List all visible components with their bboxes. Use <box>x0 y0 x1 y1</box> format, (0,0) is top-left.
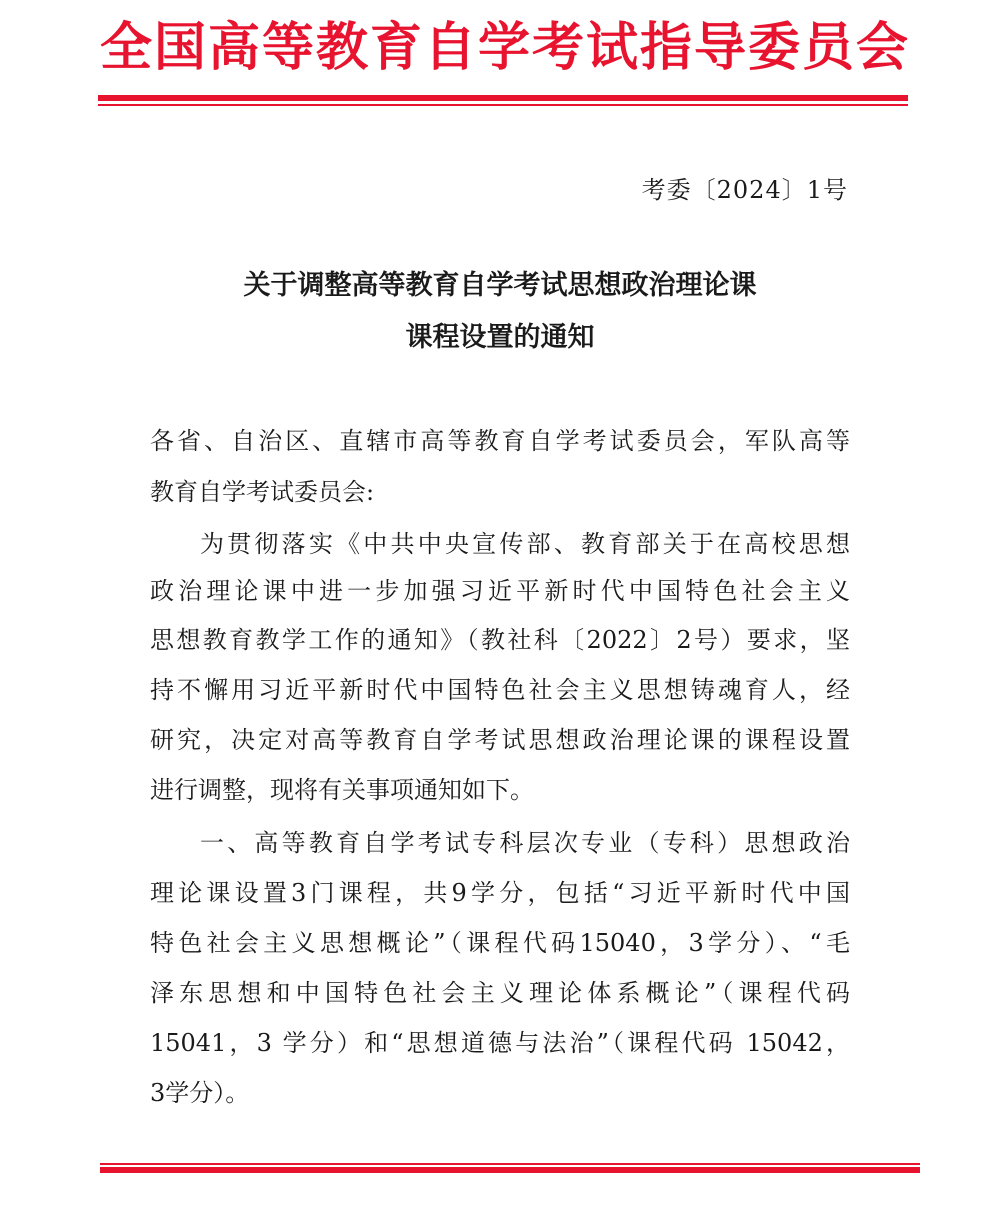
document-title-line-2: 课程设置的通知 <box>405 322 595 353</box>
body-line: 各省、自治区、直辖市高等教育自学考试委员会，军队高等 <box>150 427 850 455</box>
document-number: 考委〔2024〕1号 <box>641 176 848 204</box>
issuing-organization-header: 全国高等教育自学考试指导委员会 <box>100 17 911 78</box>
body-line: 教育自学考试委员会: <box>150 478 375 506</box>
footer-thick-rule <box>100 1167 920 1173</box>
header-thick-rule <box>98 95 908 101</box>
header-thin-rule <box>98 104 908 106</box>
body-line: 15041，3 学分）和“思想道德与法治”（课程代码 15042， <box>150 1029 850 1057</box>
body-line: 3学分）。 <box>150 1079 250 1107</box>
body-line: 泽东思想和中国特色社会主义理论体系概论”（课程代码 <box>150 979 850 1007</box>
body-line: 理论课设置3门课程，共9学分，包括“习近平新时代中国 <box>150 879 850 907</box>
body-line: 特色社会主义思想概论”（课程代码15040，3学分）、“毛 <box>150 929 850 957</box>
body-line: 持不懈用习近平新时代中国特色社会主义思想铸魂育人，经 <box>150 676 850 704</box>
body-line: 思想教育教学工作的通知》（教社科〔2022〕2号）要求，坚 <box>150 626 850 654</box>
document-title-line-1: 关于调整高等教育自学考试思想政治理论课 <box>243 270 757 301</box>
body-line: 进行调整，现将有关事项通知如下。 <box>150 776 534 804</box>
body-line: 为贯彻落实《中共中央宣传部、教育部关于在高校思想 <box>200 530 850 558</box>
body-line: 一、高等教育自学考试专科层次专业（专科）思想政治 <box>200 829 850 857</box>
footer-thin-rule <box>100 1163 920 1165</box>
body-line: 政治理论课中进一步加强习近平新时代中国特色社会主义 <box>150 577 850 605</box>
body-line: 研究，决定对高等教育自学考试思想政治理论课的课程设置 <box>150 726 850 754</box>
